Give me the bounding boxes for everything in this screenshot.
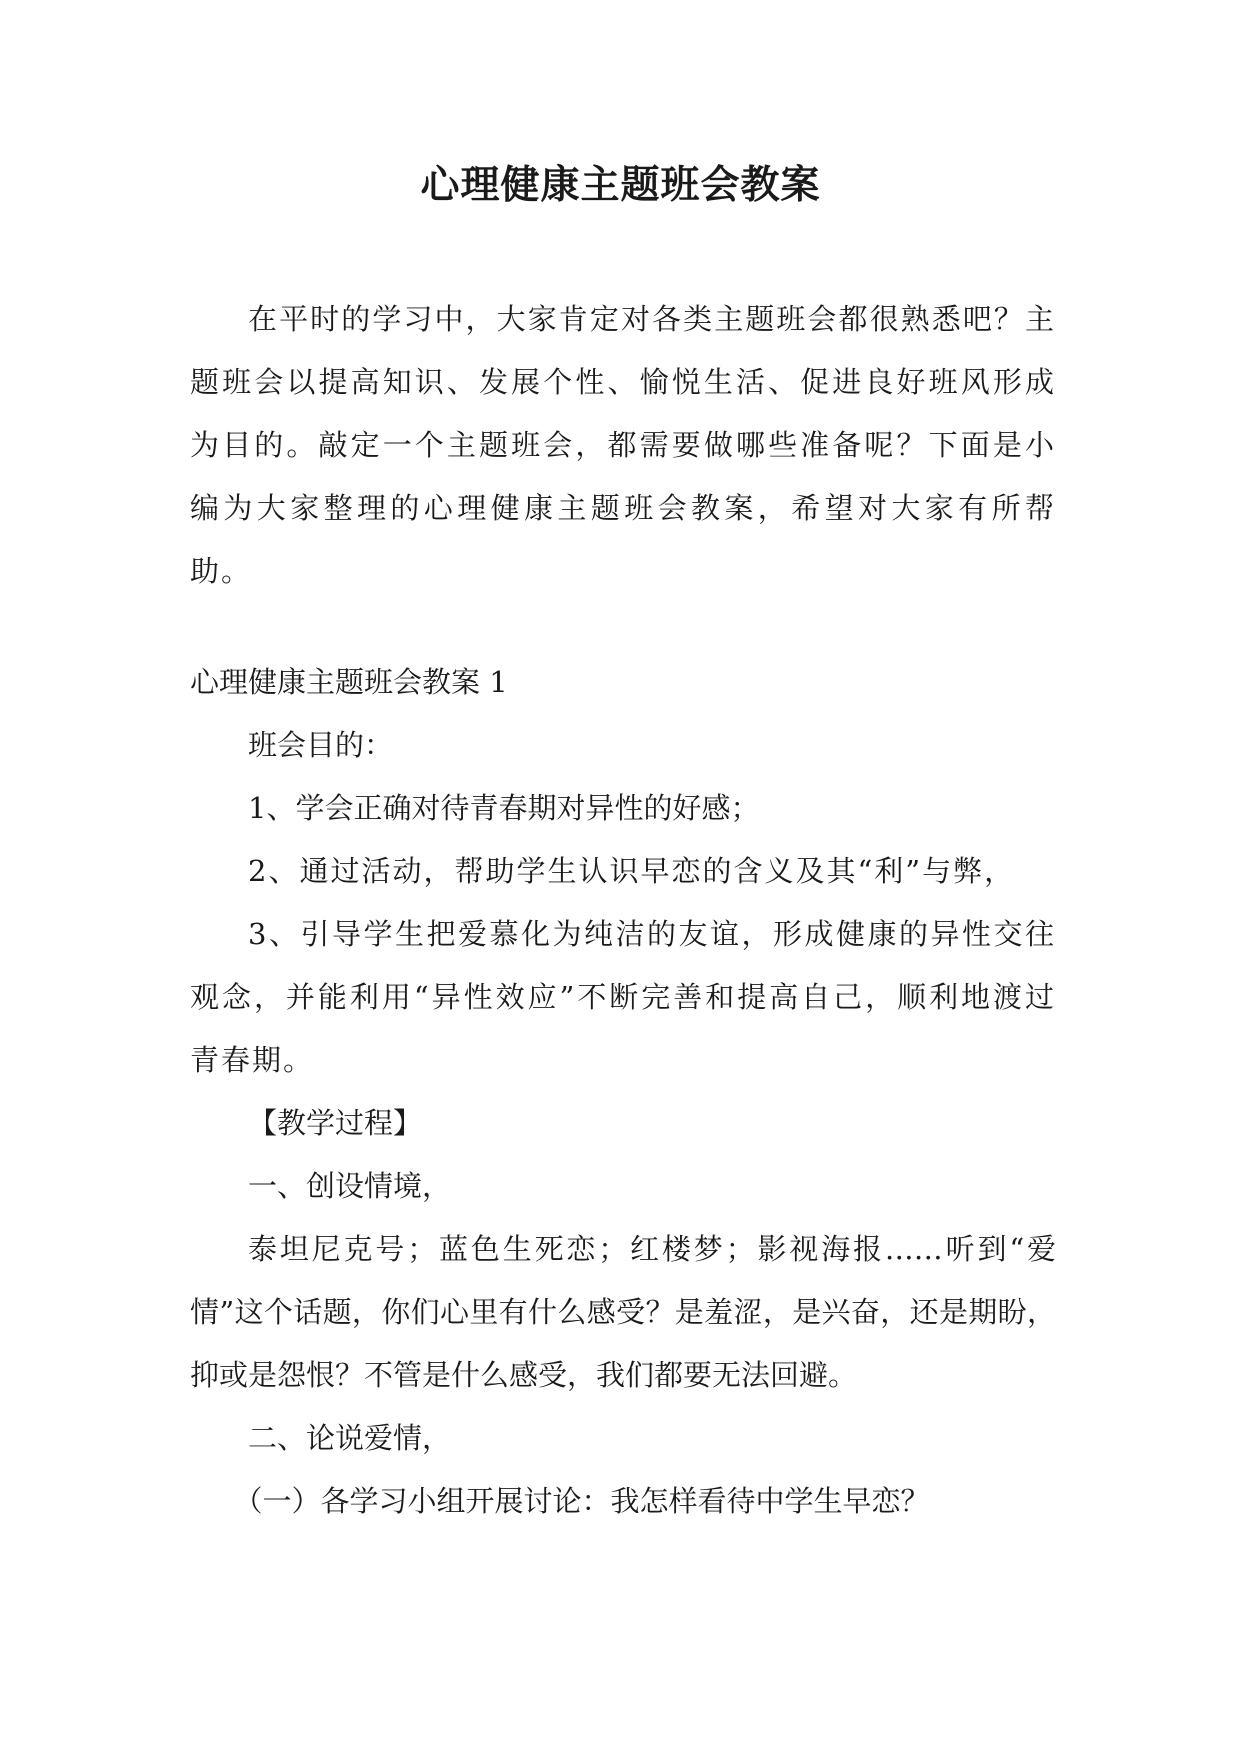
step-1-heading: 一、创设情境， [248, 1169, 452, 1203]
goal-label: 班会目的： [248, 728, 394, 762]
goal-item-1: 1、学会正确对待青春期对异性的好感； [248, 791, 760, 825]
step-2-heading: 二、论说爱情， [248, 1421, 452, 1455]
goal-item-2: 2、通过活动，帮助学生认识早恋的含义及其“利”与弊， [248, 854, 1016, 888]
step-2-subitem: （一）各学习小组开展讨论：我怎样看待中学生早恋？ [233, 1484, 930, 1518]
goal-item-3: 3、引导学生把爱慕化为纯洁的友谊，形成健康的异性交往观念，并能利用“异性效应”不断完善和提高自己，顺利地渡过青春期。 [190, 917, 1056, 1077]
section-heading: 心理健康主题班会教案 1 [190, 665, 508, 699]
document-title: 心理健康主题班会教案 [420, 163, 821, 208]
step-1-paragraph: 泰坦尼克号；蓝色生死恋；红楼梦；影视海报……听到“爱情”这个话题，你们心里有什么感受？是羞涩，是兴奋，还是期盼，抑或是怨恨？不管是什么感受，我们都要无法回避。 [190, 1232, 1056, 1392]
intro-paragraph: 在平时的学习中，大家肯定对各类主题班会都很熟悉吧？主题班会以提高知识、发展个性、愉悦生活、促进良好班风形成为目的。敲定一个主题班会，都需要做哪些准备呢？下面是小编为大家整理的心理健康主题班会教案，希望对大家有所帮助。 [190, 302, 1056, 588]
document-body [190, 288, 1056, 1533]
process-label: 【教学过程】 [248, 1106, 423, 1140]
